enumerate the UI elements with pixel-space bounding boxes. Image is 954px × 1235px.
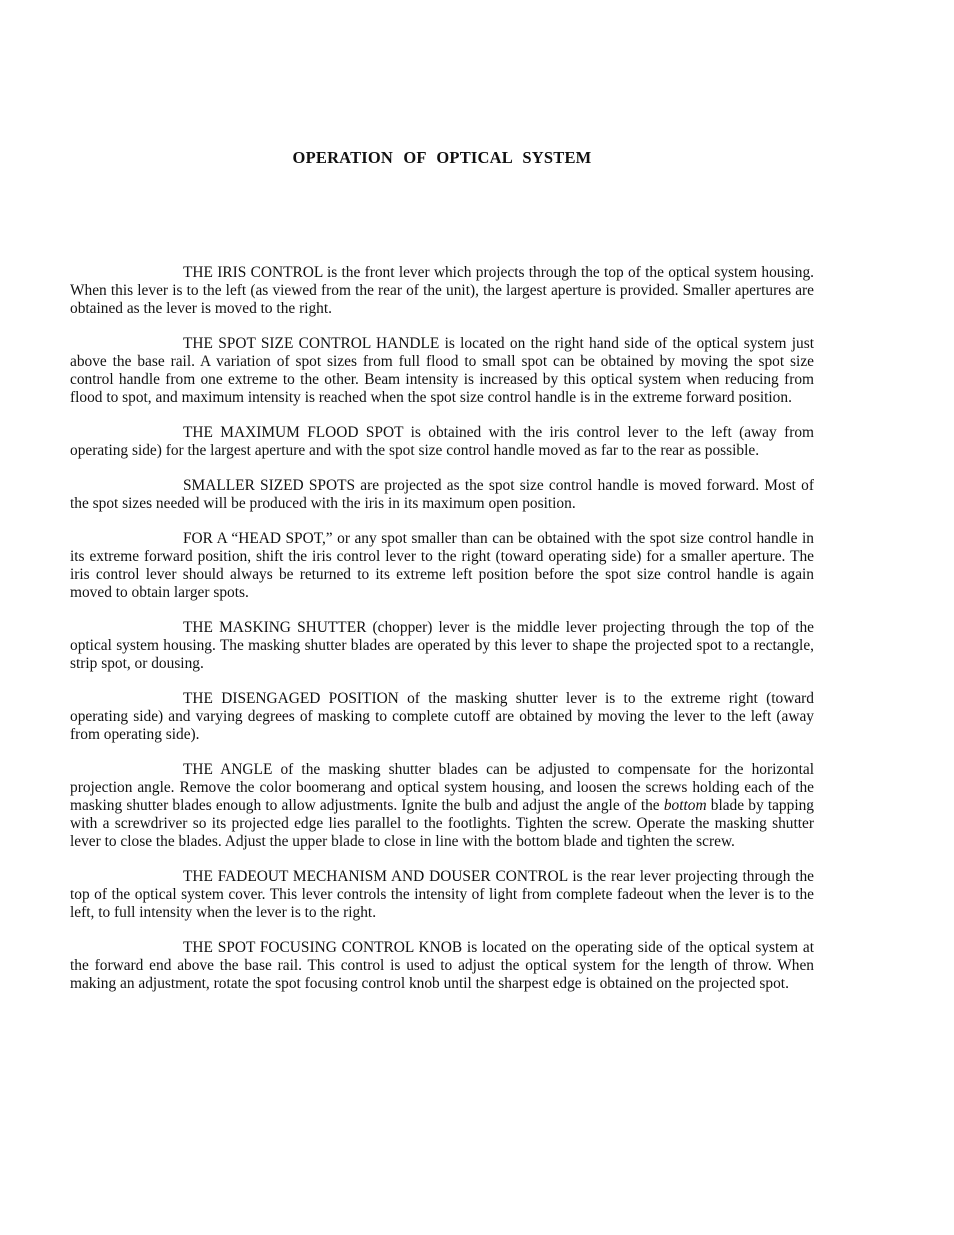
- page-title: OPERATION OF OPTICAL SYSTEM: [292, 148, 592, 167]
- document-body: [70, 264, 814, 1010]
- paragraph-smaller-sized-spots: SMALLER SIZED SPOTS are projected as the spot size control handle is moved forward. Most of the spot sizes needed will be produced with the iris in its maximum open position.: [70, 477, 814, 512]
- angle-text-end: blade by tapping with a screwdriver so its projected edge lies parallel to the footlights. Tighten the screw. Operate the masking shutter lever to close the blades. Adjust the upper blade to close in line with the bottom blade and tighten the screw.: [70, 797, 814, 850]
- paragraph-maximum-flood-spot: THE MAXIMUM FLOOD SPOT is obtained with the iris control lever to the left (away from operating side) for the largest aperture and with the spot size control handle moved as far to the rear as possible.: [70, 424, 814, 459]
- paragraph-spot-focusing-control-knob: THE SPOT FOCUSING CONTROL KNOB is located on the operating side of the optical system at the forward end above the base rail. This control is used to adjust the optical system for the length of throw. When making an adjustment, rotate the spot focusing control knob until the sharpest edge is obtained on the projected spot.: [70, 939, 814, 992]
- angle-text-italic: bottom: [663, 797, 707, 814]
- angle-text-start: THE ANGLE of the masking shutter blades can be adjusted to compensate for the horizontal projection angle. Remove the color boomerang and optical system housing, and loosen the screws holding each of the masking shutter blades enough to allow adjustments. Ignite the bulb and adjust the angle of the: [70, 761, 814, 814]
- paragraph-masking-shutter: THE MASKING SHUTTER (chopper) lever is the middle lever projecting through the top of the optical system housing. The masking shutter blades are operated by this lever to shape the projected spot to a rectangle, strip spot, or dousing.: [70, 619, 814, 672]
- paragraph-head-spot: FOR A “HEAD SPOT,” or any spot smaller than can be obtained with the spot size control handle in its extreme forward position, shift the iris control lever to the right (toward operating side) for a smaller aperture. The iris control lever should always be returned to its extreme left position before the spot size control handle is again moved to obtain larger spots.: [70, 530, 814, 601]
- paragraph-spot-size-control-handle: THE SPOT SIZE CONTROL HANDLE is located on the right hand side of the optical system just above the base rail. A variation of spot sizes from full flood to small spot can be obtained by moving the spot size control handle from one extreme to the other. Beam intensity is increased by this optical system when reducing from flood to spot, and maximum intensity is reached when the spot size control handle is in the extreme forward position.: [70, 335, 814, 406]
- paragraph-fadeout-mechanism: THE FADEOUT MECHANISM AND DOUSER CONTROL is the rear lever projecting through the top of the optical system cover. This lever controls the intensity of light from complete fadeout when the lever is to the left, to full intensity when the lever is to the right.: [70, 868, 814, 921]
- paragraph-iris-control: THE IRIS CONTROL is the front lever which projects through the top of the optical system housing. When this lever is to the left (as viewed from the rear of the unit), the largest aperture is provided. Smaller apertures are obtained as the lever is moved to the right.: [70, 264, 814, 317]
- paragraph-angle: [70, 761, 814, 851]
- paragraph-disengaged-position: THE DISENGAGED POSITION of the masking shutter lever is to the extreme right (toward operating side) and varying degrees of masking to complete cutoff are obtained by moving the lever to the left (away from operating side).: [70, 690, 814, 743]
